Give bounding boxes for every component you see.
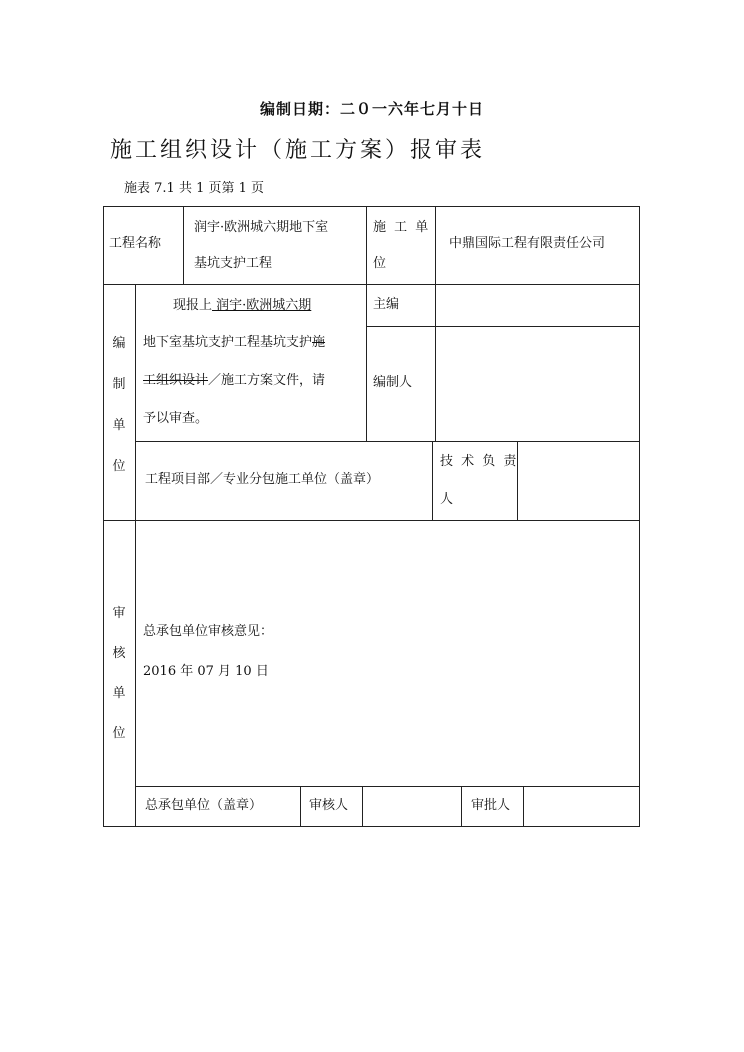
- tech-lead-label: 人: [440, 492, 454, 507]
- compile-date: 编制日期：二０一六年七月十日: [259, 100, 484, 118]
- chief-editor-label: 主编: [373, 297, 400, 312]
- project-name-value: 润宇·欧洲城六期地下室: [194, 220, 329, 235]
- report-text-part: ／施工方案文件，请: [208, 373, 326, 388]
- compiler-label: 编制人: [373, 375, 413, 390]
- review-opinion-label: 总承包单位审核意见：: [143, 624, 274, 639]
- report-prefix: 现报上: [173, 298, 213, 313]
- compile-unit-side-label: 编: [112, 336, 126, 351]
- table-border-right: [639, 206, 640, 827]
- divider: [366, 206, 367, 441]
- project-department-seal: 工程项目部／专业分包施工单位（盖章）: [145, 472, 380, 487]
- tech-lead-label: 技 术 负 责: [440, 454, 519, 469]
- divider: [366, 326, 640, 327]
- report-text: [173, 294, 311, 318]
- compile-unit-side-label: 单: [112, 418, 126, 433]
- form-title: 施工组织设计（施工方案）报审表: [110, 138, 486, 163]
- construction-unit-label: 施 工 单: [373, 220, 431, 235]
- divider: [103, 520, 640, 521]
- divider: [135, 786, 640, 787]
- divider: [435, 206, 436, 441]
- form-code: 施表 7.1 共 1 页第 1 页: [124, 181, 265, 196]
- report-text: [143, 369, 325, 393]
- report-project: 润宇·欧洲城六期: [212, 298, 312, 313]
- divider: [135, 284, 136, 827]
- report-text-part: 地下室基坑支护工程基坑支护: [143, 335, 313, 350]
- divider: [461, 786, 462, 827]
- project-name-label: 工程名称: [109, 236, 162, 251]
- report-text: 予以审查。: [143, 411, 209, 426]
- divider: [183, 206, 184, 284]
- divider: [103, 284, 640, 285]
- construction-unit-value: 中鼎国际工程有限责任公司: [449, 236, 606, 251]
- divider: [300, 786, 301, 827]
- table-border-bottom: [103, 826, 640, 827]
- review-unit-side-label: 单: [112, 686, 126, 701]
- report-text-struck: 施: [312, 335, 326, 350]
- review-unit-side-label: 核: [112, 646, 126, 661]
- report-text-struck: 工组织设计: [143, 373, 209, 388]
- divider: [135, 441, 640, 442]
- divider: [362, 786, 363, 827]
- table-border-left: [103, 206, 104, 827]
- review-date: 2016 年 07 月 10 日: [143, 664, 269, 679]
- project-name-value: 基坑支护工程: [194, 256, 273, 271]
- review-unit-side-label: 审: [112, 606, 126, 621]
- construction-unit-label: 位: [373, 256, 387, 271]
- approver-label: 审批人: [471, 798, 511, 813]
- compile-unit-side-label: 制: [112, 377, 126, 392]
- general-contractor-seal: 总承包单位（盖章）: [145, 798, 263, 813]
- review-form-table: [103, 206, 640, 827]
- compile-unit-side-label: 位: [112, 459, 126, 474]
- review-unit-side-label: 位: [112, 726, 126, 741]
- divider: [523, 786, 524, 827]
- reviewer-label: 审核人: [309, 798, 349, 813]
- divider: [432, 441, 433, 520]
- report-text: [143, 331, 325, 355]
